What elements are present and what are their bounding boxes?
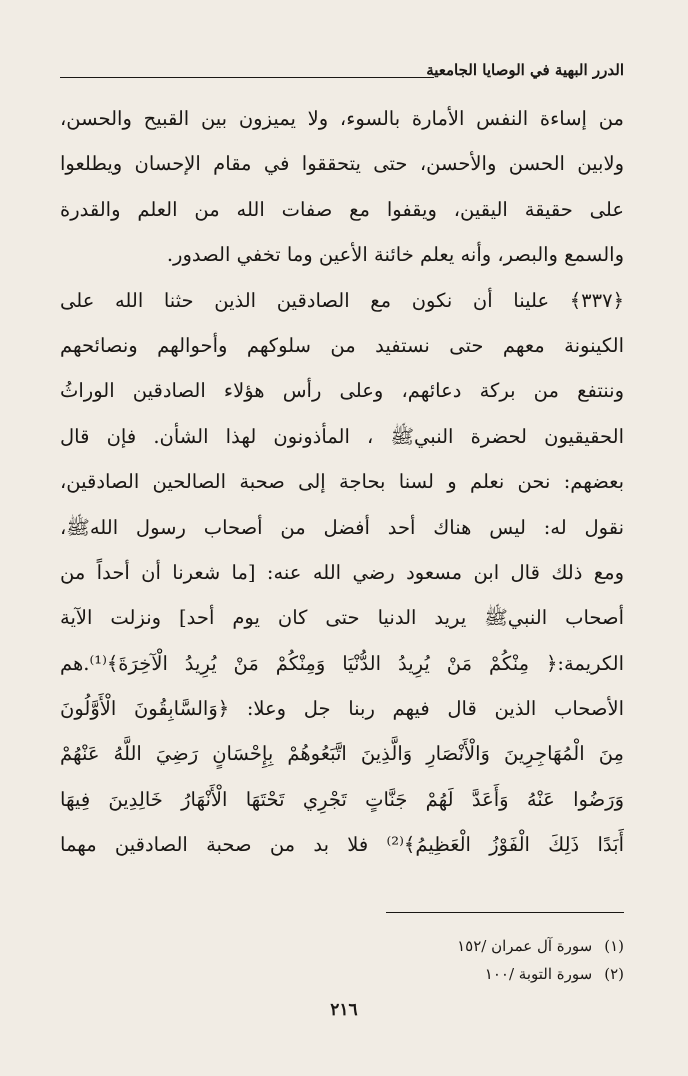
text-line: أَبَدًا ذَلِكَ الْفَوْزُ الْعَظِيمُ﴾⁽²⁾ فلا بد من صحبة الصادقين مهما: [60, 833, 624, 857]
footnote-number: (٢): [604, 965, 624, 983]
text-line: على حقيقة اليقين، ويقفوا مع صفات الله من العلم والقدرة: [60, 197, 624, 221]
text-line: أصحاب النبيﷺ يريد الدنيا حتى كان يوم أحد] ونزلت الآية: [60, 606, 624, 630]
footnote-text: سورة آل عمران /١٥٢: [457, 937, 593, 955]
body-text: [60, 96, 624, 868]
text-line: الحقيقيون لحضرة النبيﷺ ، المأذونون لهذا الشأن. فإن قال: [60, 424, 624, 448]
text-line: الكريمة:﴿ مِنْكُمْ مَنْ يُرِيدُ الدُّنْيَا وَمِنْكُمْ مَنْ يُرِيدُ الْآخِرَةَ﴾⁽¹⁾.هم: [60, 651, 624, 675]
footnote: [64, 932, 624, 960]
text-line: والسمع والبصر، وأنه يعلم خائنة الأعين وما تخفي الصدور.: [166, 243, 624, 267]
text-line: وننتفع من بركة دعائهم، وعلى رأس هؤلاء الصادقين الوراثُ: [60, 379, 624, 403]
text-line: نقول له: ليس هناك أحد أفضل من أصحاب رسول اللهﷺ،: [60, 515, 624, 539]
footnotes: [64, 932, 624, 988]
running-title: الدرر البهية في الوصايا الجامعية: [426, 61, 624, 79]
text-line: من إساءة النفس الأمارة بالسوء، ولا يميزون بين القبيح والحسن،: [60, 107, 624, 130]
page-number: ٢١٦: [330, 1000, 358, 1020]
running-header: [60, 60, 624, 88]
text-line: الكينونة معهم حتى نستفيد من سلوكهم وأحوالهم ونصائحهم: [60, 333, 624, 357]
footnote: [64, 960, 624, 988]
text-line: الأصحاب الذين قال فيهم ربنا جل وعلا: ﴿وَالسَّابِقُونَ الْأَوَّلُونَ: [60, 697, 624, 721]
header-rule: [60, 77, 434, 78]
footnote-number: (١): [604, 937, 624, 955]
text-line: مِنَ الْمُهَاجِرِينَ وَالْأَنْصَارِ وَالَّذِينَ اتَّبَعُوهُمْ بِإِحْسَانٍ رَضِيَ اللَّهُ عَنْهُمْ: [60, 742, 624, 766]
text-line: ولابين الحسن والأحسن، حتى يتحققوا في مقام الإحسان ويطلعوا: [60, 152, 624, 176]
text-line: وَرَضُوا عَنْهُ وَأَعَدَّ لَهُمْ جَنَّاتٍ تَجْرِي تَحْتَهَا الْأَنْهَارُ خَالِدِينَ فِيهَا: [60, 787, 624, 811]
footnote-rule: [386, 912, 624, 913]
text-line: ﴿٣٣٧﴾ علينا أن نكون مع الصادقين الذين حثنا الله على: [60, 288, 624, 312]
text-line: ومع ذلك قال ابن مسعود رضي الله عنه: [ما شعرنا أن أحداً من: [60, 560, 624, 584]
text-line: بعضهم: نحن نعلم و لسنا بحاجة إلى صحبة الصالحين الصادقين،: [60, 470, 624, 494]
footnote-text: سورة التوبة /١٠٠: [484, 965, 593, 983]
